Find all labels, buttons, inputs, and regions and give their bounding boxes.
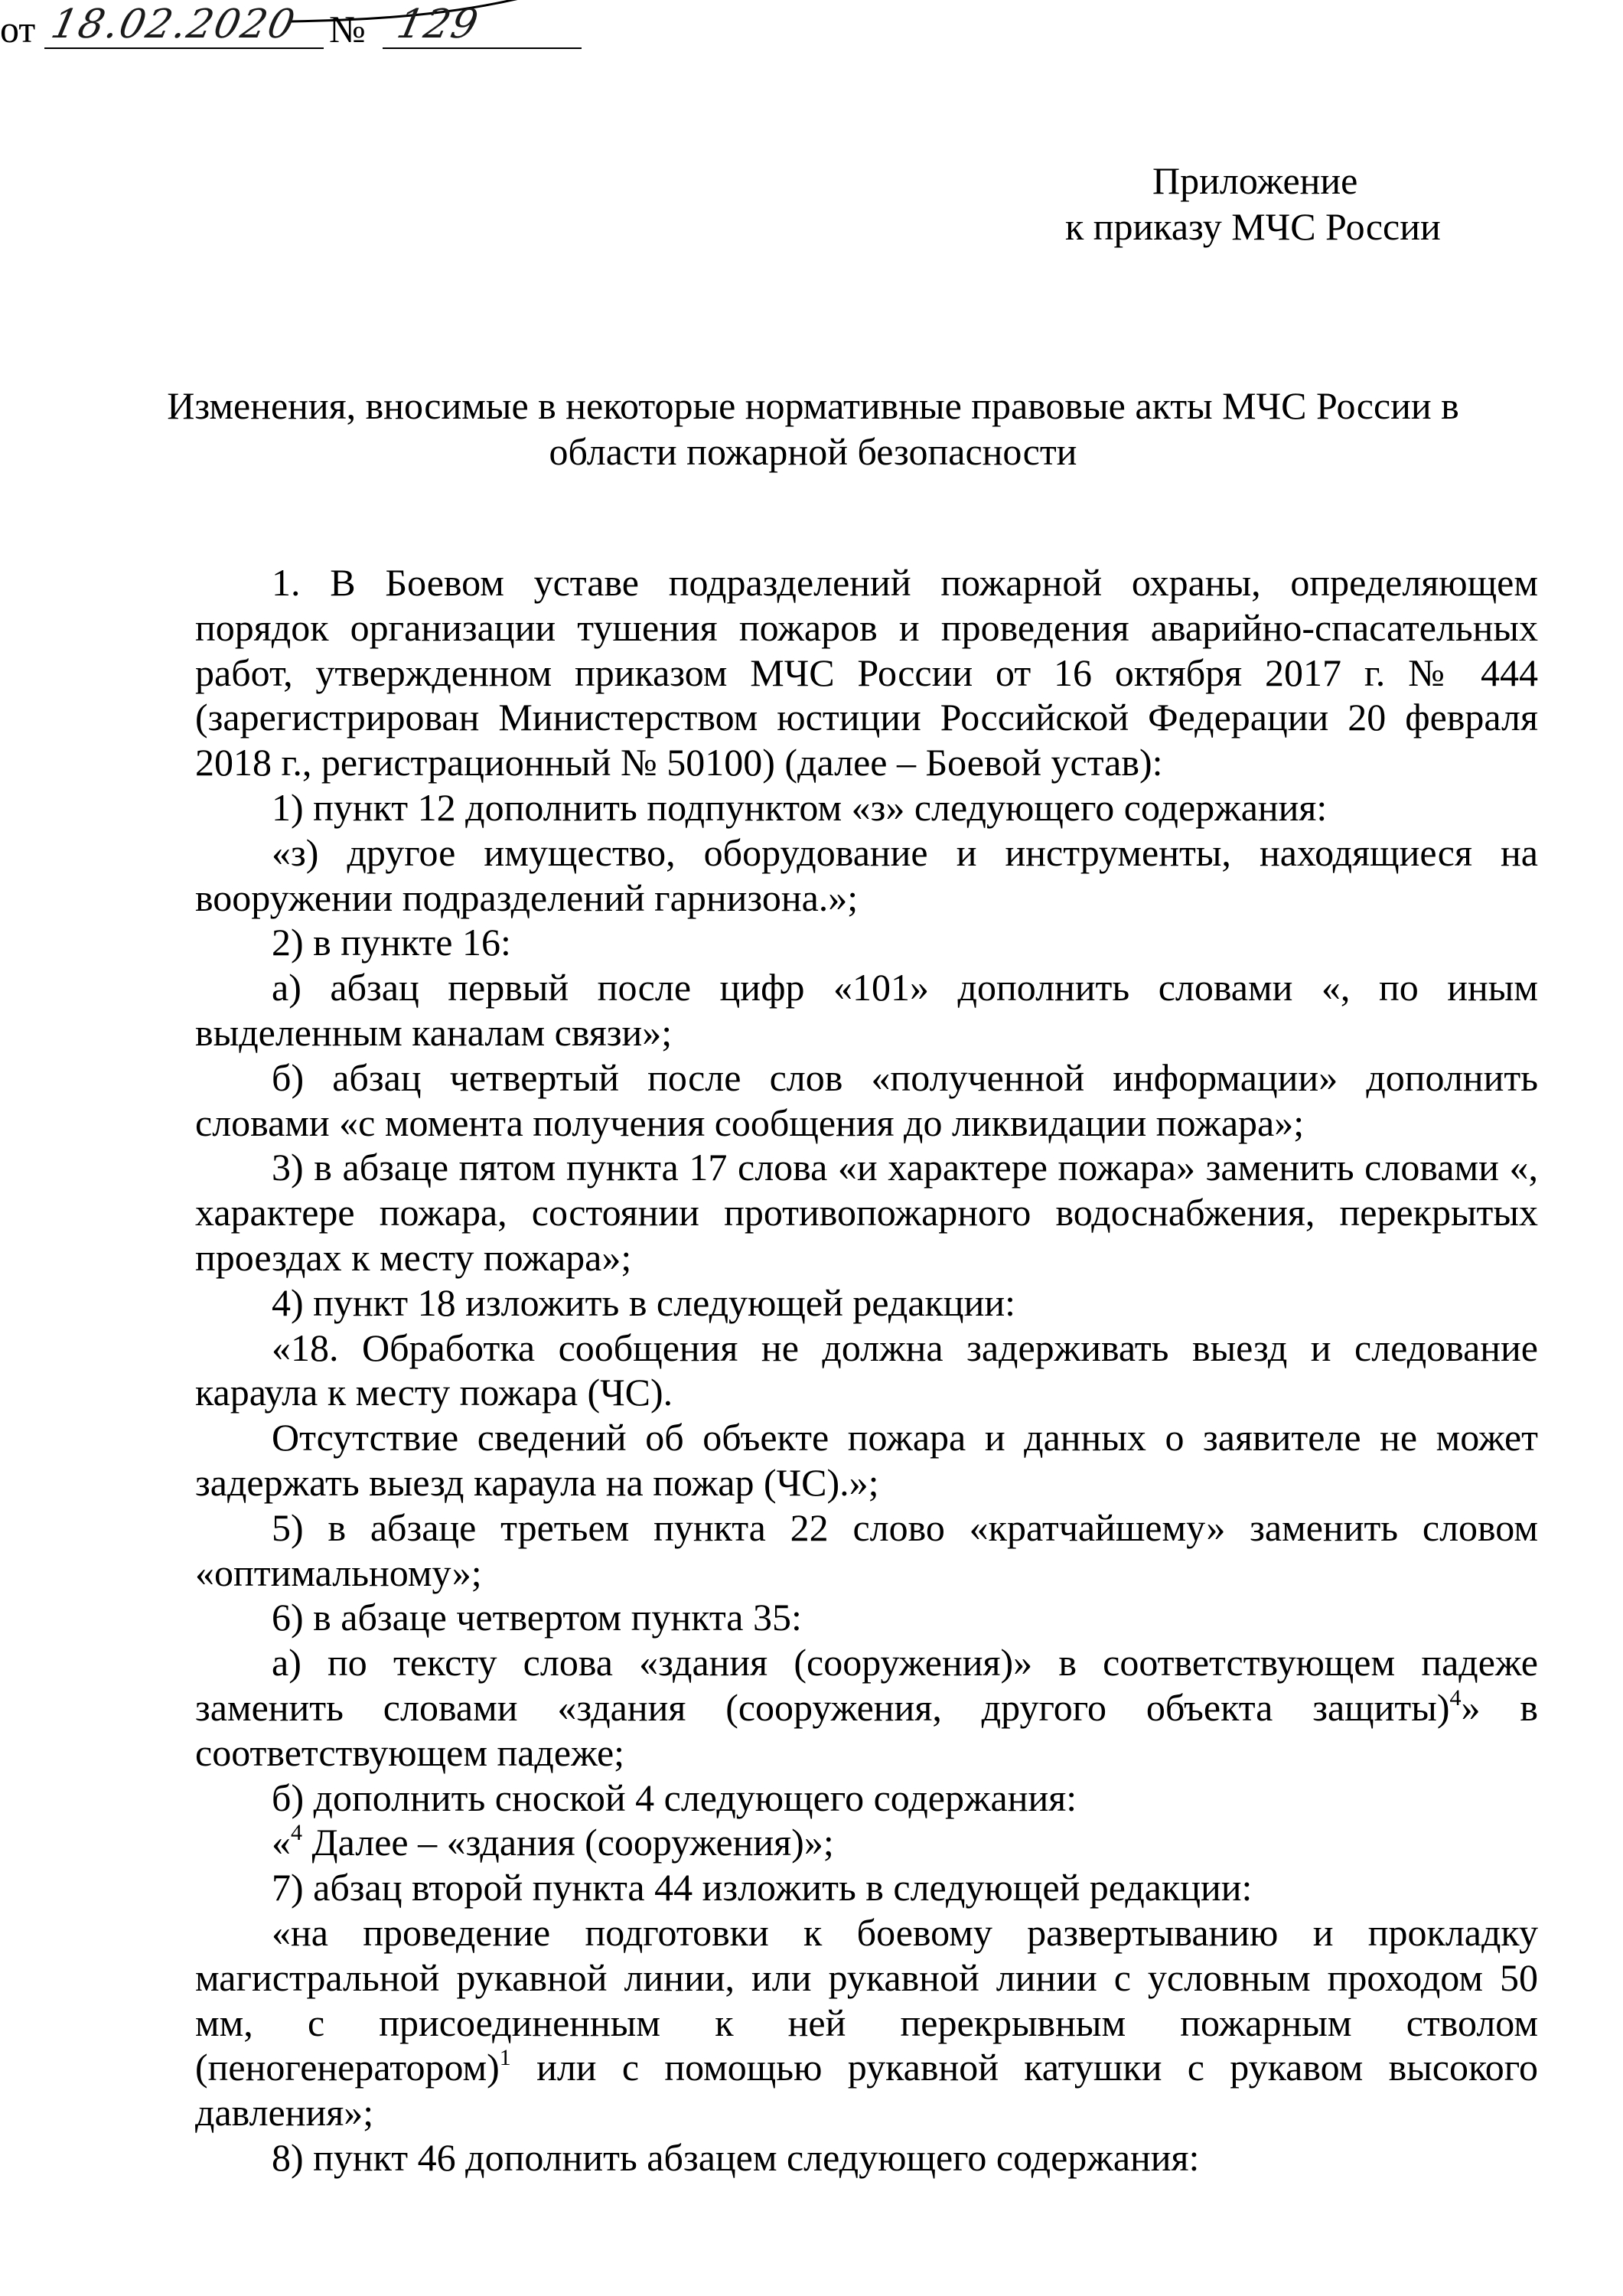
document-title-line-1: Изменения, вносимые в некоторые нормативные правовые акты МЧС России в: [167, 384, 1459, 427]
footnote-ref: 1: [499, 2045, 511, 2071]
number-underline: [383, 47, 582, 49]
order-reference: к приказу МЧС России: [1065, 205, 1441, 248]
paragraph-1: 1. В Боевом уставе подразделений пожарной охраны, определяющем порядок организации тушения пожаров и проведения аварийно-спасательных работ, утвержденном приказом МЧС России от 16 октября 2017 г. № 444 (зарегистрирован Министерством юстиции Российской Федерации 20 февраля 2018 г., регистрационный № 50100) (далее – Боевой устав):: [195, 561, 1538, 784]
paragraph-13-tail: » в соответствующем падеже;: [195, 1685, 1538, 1774]
document-title-line-2: области пожарной безопасности: [549, 430, 1077, 473]
paragraph-10: Отсутствие сведений об объекте пожара и данных о заявителе не может задержать выезд караула на пожар (ЧС).»;: [195, 1416, 1538, 1504]
paragraph-12: 6) в абзаце четвертом пункта 35:: [272, 1596, 802, 1639]
paragraph-17: [195, 1910, 1538, 2135]
paragraph-7: 3) в абзаце пятом пункта 17 слова «и характере пожара» заменить словами «, характере пожара, состоянии противопожарного водоснабжения, перекрытых проездах к месту пожара»;: [195, 1146, 1538, 1279]
handwritten-date: 18.02.2020: [47, 2, 301, 47]
handwritten-number: 129: [393, 2, 484, 47]
paragraph-17-text: «на проведение подготовки к боевому развертыванию и прокладку магистральной рукавной линии, или рукавной линии с условным проходом 50 мм, с присоединенным к ней перекрывным пожарным стволом (пеногенератором): [195, 1910, 1538, 2089]
paragraph-18: 8) пункт 46 дополнить абзацем следующего содержания:: [272, 2135, 1200, 2179]
paragraph-2: 1) пункт 12 дополнить подпунктом «з» следующего содержания:: [272, 785, 1328, 829]
footnote-ref: 4: [1449, 1684, 1462, 1711]
document-body: [195, 560, 1538, 2180]
paragraph-17-tail: или с помощью рукавной катушки с рукавом высокого давления»;: [195, 2046, 1538, 2135]
paragraph-13-text: а) по тексту слова «здания (сооружения)» в соответствующем падеже заменить словами «здания (сооружения, другого объекта защиты): [195, 1641, 1538, 1729]
paragraph-15: [195, 1820, 1538, 1865]
paragraph-3: «з) другое имущество, оборудование и инструменты, находящиеся на вооружении подразделений гарнизона.»;: [195, 830, 1538, 919]
paragraph-11: 5) в абзаце третьем пункта 22 слово «кратчайшему» заменить словом «оптимальному»;: [195, 1505, 1538, 1594]
paragraph-4: 2) в пункте 16:: [272, 921, 511, 964]
number-label: №: [329, 8, 366, 51]
paragraph-6: б) абзац четвертый после слов «полученной информации» дополнить словами «с момента получения сообщения до ликвидации пожара»;: [195, 1055, 1538, 1144]
date-label: от: [0, 8, 36, 51]
paragraph-8: 4) пункт 18 изложить в следующей редакции:: [272, 1280, 1015, 1324]
order-date-number-line: [0, 0, 582, 61]
date-underline: [44, 47, 324, 49]
paragraph-16: 7) абзац второй пункта 44 изложить в следующей редакции:: [272, 1866, 1253, 1910]
paragraph-14: б) дополнить сноской 4 следующего содержания:: [272, 1776, 1077, 1819]
paragraph-15-open: «: [272, 1821, 291, 1864]
appendix-label: Приложение: [1152, 159, 1358, 202]
paragraph-15-text: Далее – «здания (сооружения)»;: [302, 1821, 834, 1864]
paragraph-13: [195, 1640, 1538, 1775]
paragraph-9: «18. Обработка сообщения не должна задерживать выезд и следование караула к месту пожара (ЧС).: [195, 1326, 1538, 1414]
paragraph-5: а) абзац первый после цифр «101» дополнить словами «, по иным выделенным каналам связи»;: [195, 966, 1538, 1054]
footnote-mark: 4: [291, 1820, 302, 1846]
